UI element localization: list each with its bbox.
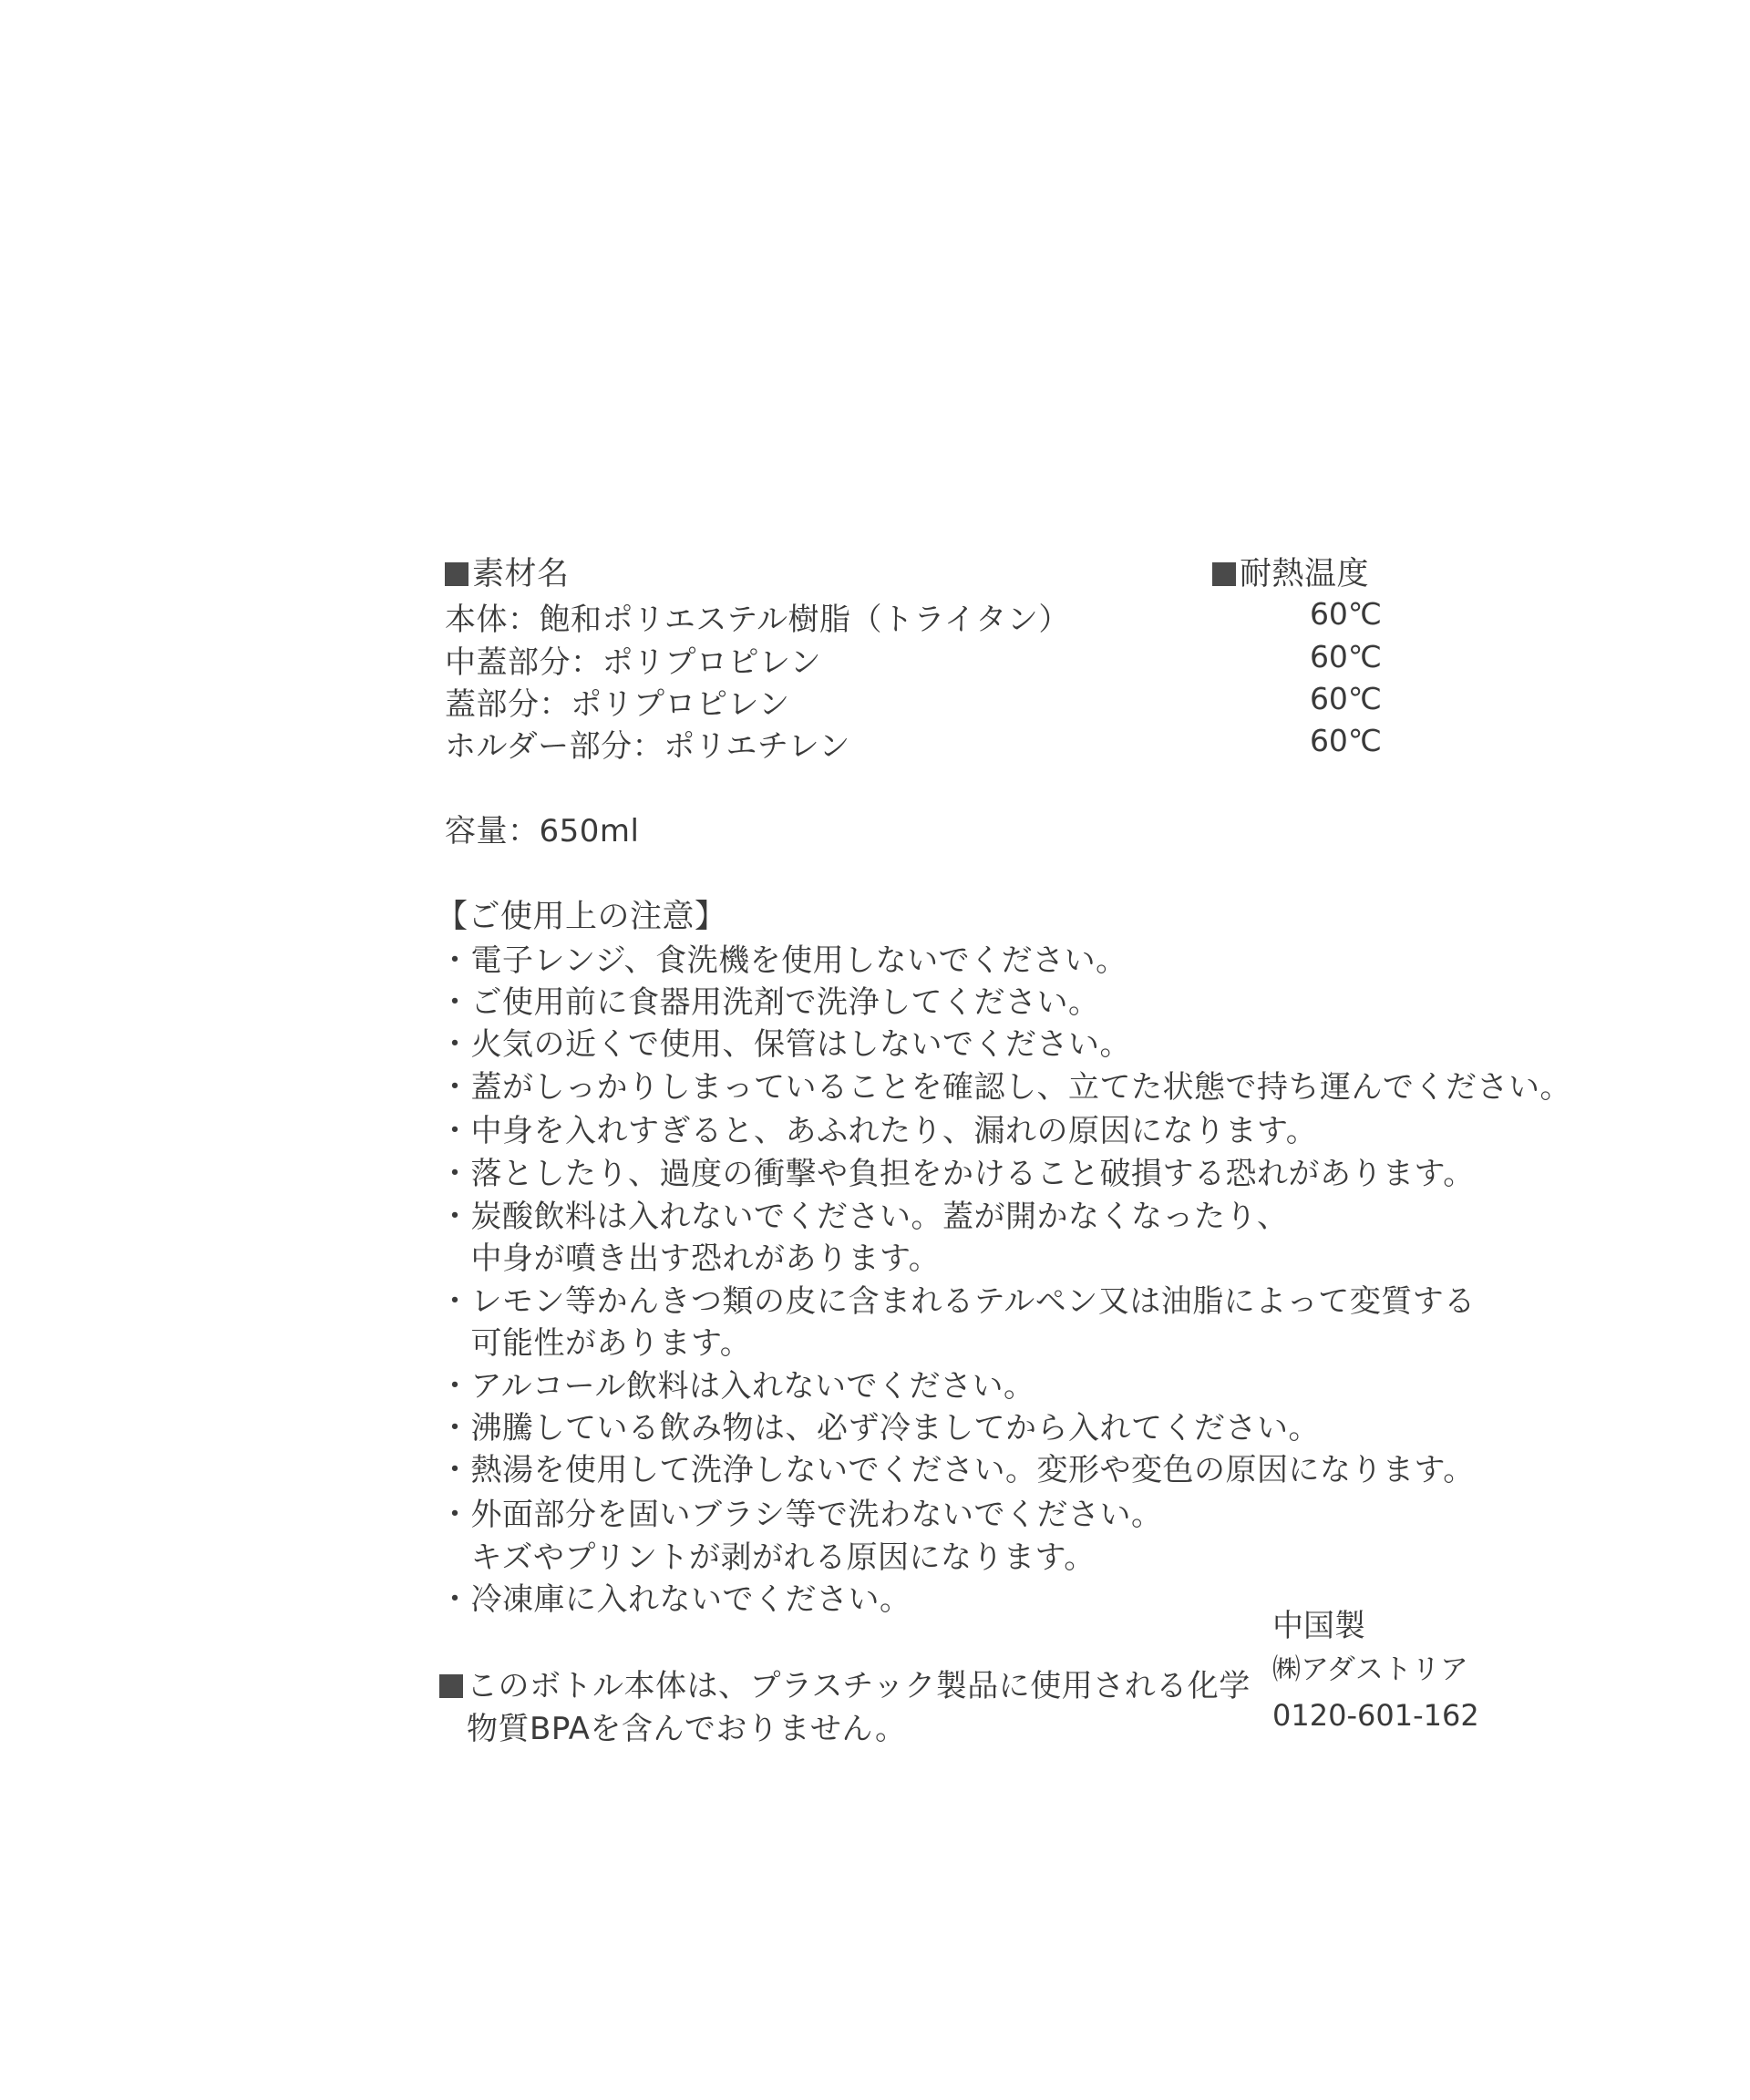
caution-item-continued: 中身が噴き出す恐れがあります。 bbox=[439, 1240, 941, 1277]
square-bullet-icon bbox=[1212, 562, 1236, 586]
bpa-note-line2: 物質BPAを含んでおりません。 bbox=[467, 1711, 907, 1747]
country-of-origin: 中国製 bbox=[1272, 1608, 1365, 1644]
material-row-holder: ホルダー部分：ポリエチレン bbox=[445, 728, 850, 765]
square-bullet-icon bbox=[445, 562, 468, 586]
caution-item-continued: キズやプリントが剥がれる原因になります。 bbox=[439, 1539, 1096, 1576]
material-temp-holder: 60℃ bbox=[1309, 723, 1382, 758]
material-row-body: 本体：飽和ポリエステル樹脂（トライタン） bbox=[445, 602, 1070, 638]
company-name: ㈱アダストリア bbox=[1272, 1653, 1468, 1686]
caution-item: ・電子レンジ、食洗機を使用しないでください。 bbox=[439, 942, 1127, 979]
material-temp-body: 60℃ bbox=[1309, 596, 1382, 632]
bpa-note-line1: このボトル本体は、プラスチック製品に使用される化学 bbox=[439, 1668, 1251, 1704]
caution-item: ・蓋がしっかりしまっていることを確認し、立てた状態で持ち運んでください。 bbox=[439, 1069, 1571, 1106]
caution-item: ・冷凍庫に入れないでください。 bbox=[439, 1581, 911, 1618]
caution-item-continued: 可能性があります。 bbox=[439, 1325, 752, 1362]
caution-item: ・落としたり、過度の衝撃や負担をかけること破損する恐れがあります。 bbox=[439, 1156, 1475, 1192]
caution-item: ・アルコール飲料は入れないでください。 bbox=[439, 1368, 1035, 1405]
caution-item: ・熱湯を使用して洗浄しないでください。変形や変色の原因になります。 bbox=[439, 1452, 1475, 1488]
phone-number: 0120-601-162 bbox=[1272, 1698, 1479, 1733]
caution-item: ・ご使用前に食器用洗剤で洗浄してください。 bbox=[439, 984, 1100, 1021]
materials-heading: 素材名 bbox=[445, 556, 570, 592]
capacity-text: 容量：650ml bbox=[445, 813, 640, 849]
caution-item: ・外面部分を固いブラシ等で洗わないでください。 bbox=[439, 1497, 1163, 1533]
square-bullet-icon bbox=[439, 1674, 463, 1698]
material-row-lid: 蓋部分：ポリプロピレン bbox=[445, 686, 790, 723]
caution-item: ・中身を入れすぎると、あふれたり、漏れの原因になります。 bbox=[439, 1113, 1318, 1149]
material-row-inner-lid: 中蓋部分：ポリプロピレン bbox=[445, 644, 822, 681]
caution-heading: 【ご使用上の注意】 bbox=[436, 899, 727, 935]
caution-item: ・レモン等かんきつ類の皮に含まれるテルペン又は油脂によって変質する bbox=[439, 1283, 1476, 1320]
caution-item: ・炭酸飲料は入れないでください。蓋が開かなくなったり、 bbox=[439, 1199, 1289, 1235]
material-temp-inner-lid: 60℃ bbox=[1309, 639, 1382, 674]
material-temp-lid: 60℃ bbox=[1309, 681, 1382, 716]
caution-item: ・火気の近くで使用、保管はしないでください。 bbox=[439, 1026, 1131, 1063]
heat-resistance-heading: 耐熱温度 bbox=[1212, 556, 1369, 592]
caution-item: ・沸騰している飲み物は、必ず冷ましてから入れてください。 bbox=[439, 1410, 1320, 1446]
